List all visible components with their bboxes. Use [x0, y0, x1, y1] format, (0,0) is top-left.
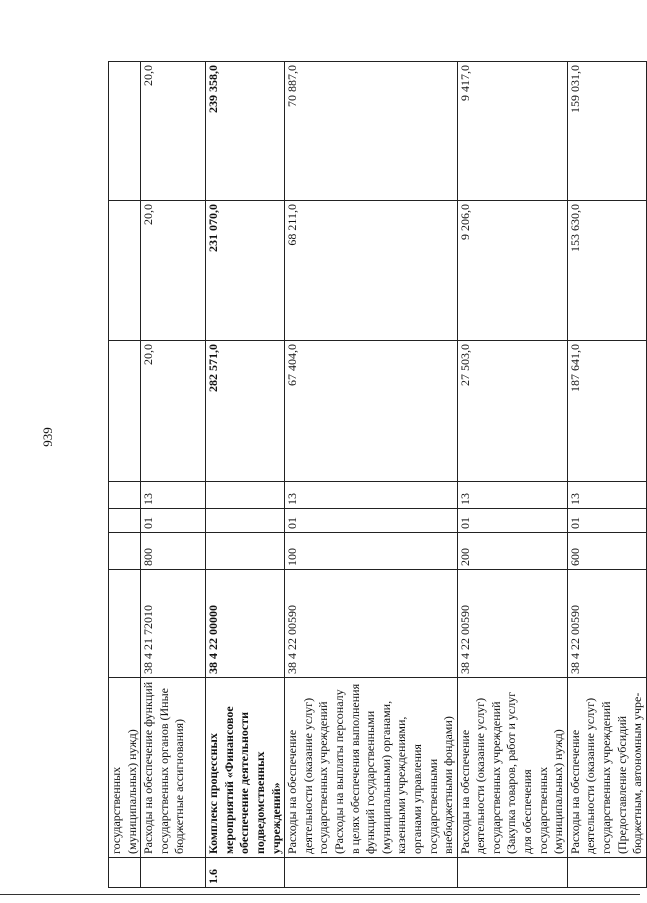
bottom-rule — [0, 894, 640, 895]
row-number-cell: 1.6 — [206, 858, 285, 888]
expense-name-cell: государственных (муниципальных) нужд) — [109, 678, 141, 858]
amount-year-2-cell: 20,0 — [141, 201, 206, 341]
amount-year-3-cell: 9 417,0 — [457, 62, 567, 201]
budget-table-container — [108, 62, 645, 888]
page-number: 939 — [40, 427, 55, 447]
expense-name-cell: Расходы на обеспечение деятельности (оказание услуг) государственных учреждений (Предоставление субсидий бюджетным, автономным учре- — [567, 678, 646, 858]
target-code-cell: 38 4 22 00590 — [457, 570, 567, 678]
section-cell: 01 — [567, 509, 646, 533]
row-number-cell — [141, 858, 206, 888]
expense-type-cell: 200 — [457, 533, 567, 570]
expense-type-cell — [206, 533, 285, 570]
table-row — [206, 62, 285, 888]
expense-type-cell: 800 — [141, 533, 206, 570]
table-row — [285, 62, 458, 888]
amount-year-1-cell: 282 571,0 — [206, 341, 285, 482]
amount-year-1-cell: 20,0 — [141, 341, 206, 482]
expense-name-cell: Комплекс процессных мероприятий «Финансовое обеспечение деятельности подведомственных учреждений» — [206, 678, 285, 858]
row-number-cell — [457, 858, 567, 888]
amount-year-2-cell: 9 206,0 — [457, 201, 567, 341]
table-row — [109, 62, 141, 888]
subsection-cell: 13 — [567, 482, 646, 509]
amount-year-3-cell: 70 887,0 — [285, 62, 458, 201]
subsection-cell: 13 — [285, 482, 458, 509]
expense-type-cell: 600 — [567, 533, 646, 570]
amount-year-1-cell: 27 503,0 — [457, 341, 567, 482]
subsection-cell: 13 — [457, 482, 567, 509]
table-row — [457, 62, 567, 888]
expense-name-cell: Расходы на обеспечение функций государственных органов (Иные бюджетные ассигнования) — [141, 678, 206, 858]
target-code-cell: 38 4 22 00000 — [206, 570, 285, 678]
budget-table-body — [109, 62, 647, 888]
target-code-cell: 38 4 22 00590 — [285, 570, 458, 678]
amount-year-3-cell: 239 358,0 — [206, 62, 285, 201]
section-cell: 01 — [457, 509, 567, 533]
section-cell: 01 — [285, 509, 458, 533]
amount-year-1-cell: 187 641,0 — [567, 341, 646, 482]
amount-year-2-cell — [109, 201, 141, 341]
amount-year-2-cell: 68 211,0 — [285, 201, 458, 341]
amount-year-2-cell: 231 070,0 — [206, 201, 285, 341]
table-row — [567, 62, 646, 888]
expense-name-cell: Расходы на обеспечение деятельности (оказание услуг) государственных учреждений (Закупка товаров, работ и услуг для обеспечения государственных (муниципальных) нужд) — [457, 678, 567, 858]
row-number-cell — [567, 858, 646, 888]
target-code-cell: 38 4 21 72010 — [141, 570, 206, 678]
section-cell: 01 — [141, 509, 206, 533]
target-code-cell: 38 4 22 00590 — [567, 570, 646, 678]
row-number-cell — [285, 858, 458, 888]
section-cell — [109, 509, 141, 533]
subsection-cell — [206, 482, 285, 509]
subsection-cell: 13 — [141, 482, 206, 509]
amount-year-3-cell: 20,0 — [141, 62, 206, 201]
table-row — [141, 62, 206, 888]
section-cell — [206, 509, 285, 533]
amount-year-2-cell: 153 630,0 — [567, 201, 646, 341]
subsection-cell — [109, 482, 141, 509]
expense-name-cell: Расходы на обеспечение деятельности (оказание услуг) государственных учреждений (Расходы на выплаты персоналу в целях обеспечения выполнения функций государственными (муниципальными) органами, казенными учреждениями, органами управления государственными внебюджетными фондами) — [285, 678, 458, 858]
target-code-cell — [109, 570, 141, 678]
budget-table — [108, 61, 647, 888]
amount-year-3-cell: 159 031,0 — [567, 62, 646, 201]
row-number-cell — [109, 858, 141, 888]
amount-year-1-cell — [109, 341, 141, 482]
amount-year-1-cell: 67 404,0 — [285, 341, 458, 482]
expense-type-cell — [109, 533, 141, 570]
amount-year-3-cell — [109, 62, 141, 201]
expense-type-cell: 100 — [285, 533, 458, 570]
